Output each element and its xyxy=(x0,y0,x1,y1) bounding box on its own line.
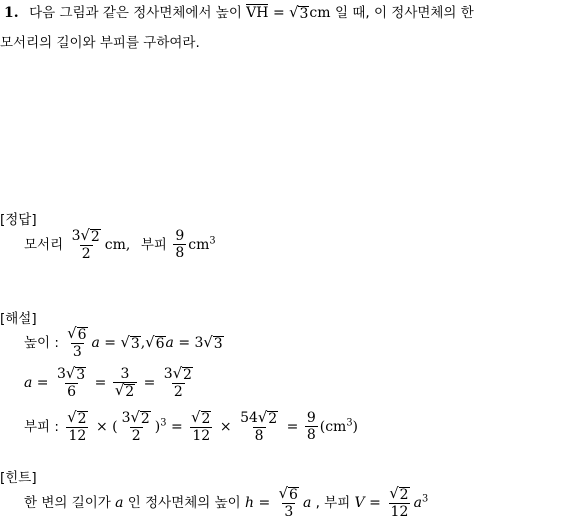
problem-line-1 xyxy=(4,1,474,22)
volume-fraction: $\frac{9}{8}$ xyxy=(175,228,185,262)
hint-label: [힌트] xyxy=(0,470,37,486)
answer-label: [정답] xyxy=(0,212,37,228)
fraction-54sqrt2-over-8: 54 √ 2 8 xyxy=(240,409,278,444)
sqrt6-over-3-fraction: √ 6 3 xyxy=(67,325,87,360)
fraction-sqrt2-over-12: √ 2 12 xyxy=(67,409,87,444)
fraction-sqrt2-over-12: √ 2 12 xyxy=(191,409,211,444)
hint-line: 한 변의 길이가 a 인 정사면체의 높이 h = √ 6 3 a , 부피 V = √ 2 12 $a^3$ xyxy=(24,485,429,520)
edge-label: 모서리 xyxy=(24,236,64,253)
problem-text-after: 일 때, 이 정사면체의 한 xyxy=(334,5,474,21)
height-value: √ 3 xyxy=(289,4,309,22)
problem-line-2: 모서리의 길이와 부피를 구하여라. xyxy=(0,35,200,51)
volume-exponent: 3 xyxy=(209,235,216,247)
fraction-3sqrt2-over-2: 3 √ 2 2 xyxy=(121,409,150,444)
fraction-3sqrt3-over-6: 3 √ 3 6 xyxy=(57,365,86,400)
problem-text-before: 다음 그림과 같은 정사면체에서 높이 xyxy=(29,5,247,21)
volume-label: 부피 xyxy=(140,236,167,253)
fraction-3-over-sqrt2: 3 √ 2 xyxy=(113,366,137,400)
answer-line xyxy=(24,228,216,262)
fraction-sqrt2-over-12: √ 2 12 xyxy=(389,485,409,520)
edge-unit: cm, xyxy=(104,236,131,253)
fraction-sqrt6-over-3: √ 6 3 xyxy=(278,485,298,520)
edge-fraction: 3 √ 2 2 xyxy=(71,227,100,262)
explanation-line-1: 높이 : √ 6 3 a = √ 3 , √ 6 a = 3 √ 3 xyxy=(24,325,223,360)
problem-number: 1. xyxy=(4,5,19,21)
height-equals: = xyxy=(272,5,290,21)
height-segment: VH xyxy=(246,5,269,21)
height-unit: cm xyxy=(309,5,331,21)
volume-unit: cm xyxy=(188,236,210,253)
fraction-9-over-8: $\frac{9}{8}$ xyxy=(306,410,316,444)
explanation-line-3: 부피 : √ 2 12 × ( 3 √ 2 2 )$^3$ = √ 2 12 × 54 √ 2 8 = $\frac{9}{8}$ $(cm^3)$ xyxy=(24,409,359,444)
explanation-label: [해설] xyxy=(0,311,37,327)
explanation-line-2: a = 3 √ 3 6 = 3 √ 2 = 3 √ 2 2 xyxy=(24,366,197,400)
fraction-3sqrt2-over-2: 3 √ 2 2 xyxy=(163,365,192,400)
